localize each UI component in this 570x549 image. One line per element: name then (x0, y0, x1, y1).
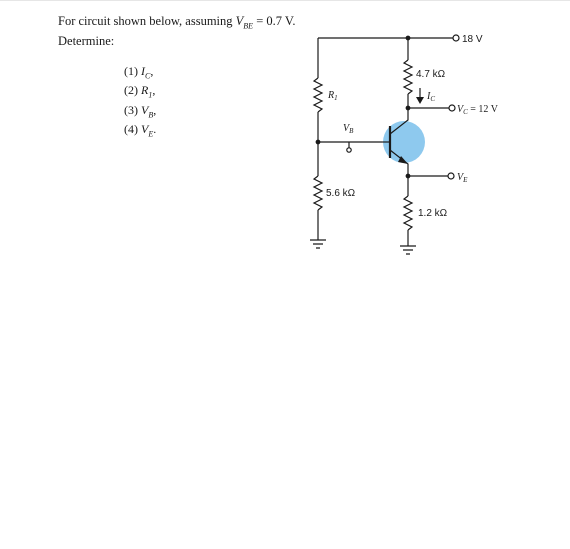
r2-resistor (314, 176, 322, 210)
vc-terminal (449, 105, 455, 111)
question-punct: , (150, 64, 154, 78)
question-number: (2) (124, 83, 138, 98)
question-subscript: B (148, 110, 154, 120)
question-punct: . (153, 122, 157, 137)
question-subscript: 1 (148, 90, 153, 100)
question-symbol: V (141, 122, 149, 137)
ic-label: $I_C$ (427, 91, 436, 103)
supply-terminal (453, 35, 459, 41)
ic-arrow-icon (416, 97, 424, 104)
vbe-symbol: V (235, 14, 244, 28)
question-symbol: R (141, 83, 149, 98)
r1-resistor (314, 78, 322, 112)
vbe-value: = 0.7 V. (253, 14, 296, 28)
question-symbol: V (141, 102, 149, 117)
re-label: 1.2 kΩ (418, 208, 448, 219)
ground-right-icon (400, 246, 416, 254)
vb-terminal (347, 148, 351, 152)
ground-left-icon (310, 240, 326, 248)
question-number: (3) (124, 102, 138, 117)
question-punct: , (152, 83, 156, 98)
vbe-subscript: BE (243, 21, 254, 31)
question-subscript: C (145, 71, 151, 81)
problem-intro: For circuit shown below, assuming (58, 14, 233, 28)
r2-label: 5.6 kΩ (326, 188, 356, 199)
re-resistor (404, 196, 412, 230)
question-number: (4) (124, 122, 138, 137)
question-number: (1) (124, 64, 138, 78)
vb-label: $V_B$ (343, 123, 354, 135)
question-subscript: E (148, 129, 154, 139)
rc-label: 4.7 kΩ (416, 69, 446, 80)
rc-resistor (404, 60, 412, 94)
vc-label: $V_C = 12$ V (457, 104, 498, 116)
ve-terminal (448, 173, 454, 179)
question-symbol: I (141, 64, 145, 78)
determine-label: Determine: (58, 33, 115, 48)
ve-label: $V_E$ (457, 172, 468, 184)
supply-label: 18 V (462, 34, 483, 45)
r1-label: $R_1$ (328, 90, 338, 102)
question-punct: , (153, 102, 157, 117)
